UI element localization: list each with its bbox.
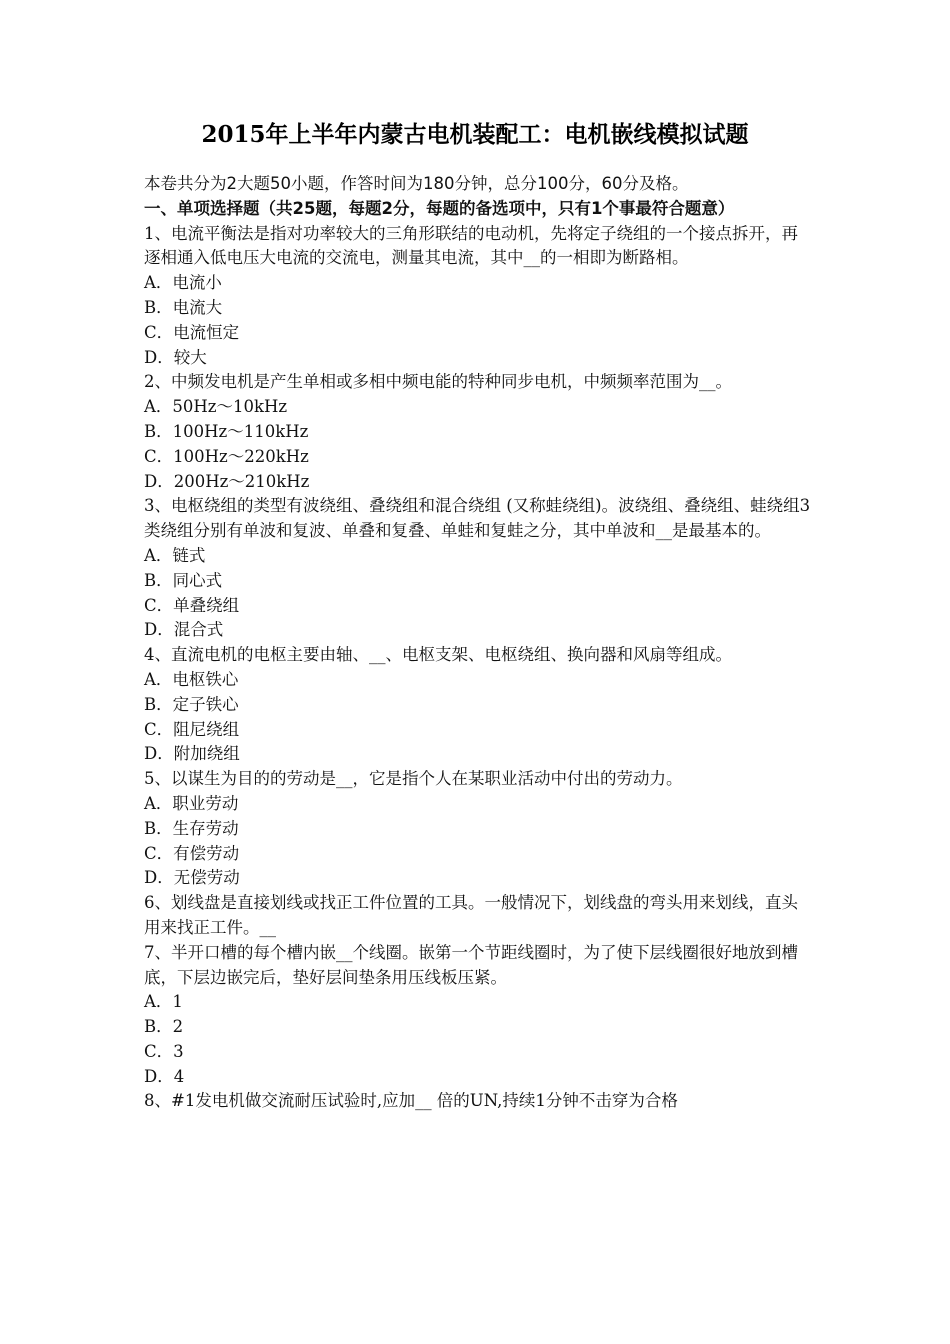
option-b: B．电流大 [144,297,223,317]
question-stem: 1、电流平衡法是指对功率较大的三角形联结的电动机，先将定子绕组的一个接点拆开，再逐相通入低电压大电流的交流电，测量其电流，其中__的一相即为断路相。 [144,223,798,268]
option-b: B．2 [144,1017,184,1037]
option-d: D．4 [144,1066,185,1086]
section-heading: 一、单项选择题（共25题，每题2分，每题的备选项中，只有1个事最符合题意） [144,198,735,218]
question-5 [144,767,814,891]
option-c: C．单叠绕组 [144,595,240,615]
option-a: A．电流小 [144,273,222,293]
option-c: C．100Hz～220kHz [144,446,309,466]
exam-intro: 本卷共分为2大题50小题，作答时间为180分钟，总分100分，60分及格。 [144,174,689,193]
option-a: A．链式 [144,545,206,565]
option-c: C．有偿劳动 [144,843,240,863]
question-stem: 5、以谋生为目的的劳动是__，它是指个人在某职业活动中付出的劳动力。 [144,769,683,789]
option-d: D．无偿劳动 [144,868,240,888]
question-8 [144,1089,814,1114]
option-b: B．同心式 [144,570,223,590]
option-d: D．附加绕组 [144,744,240,764]
option-a: A．职业劳动 [144,793,239,813]
question-6 [144,891,814,941]
question-stem: 8、#1发电机做交流耐压试验时,应加__ 倍的UN,持续1分钟不击穿为合格 [144,1091,678,1111]
document-body [144,172,814,1114]
question-stem: 6、划线盘是直接划线或找正工件位置的工具。一般情况下，划线盘的弯头用来划线，直头用来找正工件。__ [144,893,798,937]
question-stem: 2、中频发电机是产生单相或多相中频电能的特种同步电机，中频频率范围为__。 [144,372,732,392]
question-stem: 3、电枢绕组的类型有波绕组、叠绕组和混合绕组 (又称蛙绕组)。波绕组、叠绕组、蛙绕组3类绕组分别有单波和复波、单叠和复叠、单蛙和复蛙之分，其中单波和__是最基本的。 [144,496,811,541]
question-2 [144,370,814,494]
option-c: C．电流恒定 [144,322,240,342]
question-stem: 4、直流电机的电枢主要由轴、__、电枢支架、电枢绕组、换向器和风扇等组成。 [144,645,732,665]
question-7 [144,941,814,1090]
question-stem: 7、半开口槽的每个槽内嵌__个线圈。嵌第一个节距线圈时，为了使下层线圈很好地放到槽底，下层边嵌完后，垫好层间垫条用压线板压紧。 [144,942,798,987]
option-d: D．200Hz～210kHz [144,471,310,491]
option-d: D．混合式 [144,620,224,640]
option-b: B．定子铁心 [144,694,239,714]
option-a: A．电枢铁心 [144,669,239,689]
option-a: A．1 [144,992,183,1012]
option-b: B．100Hz～110kHz [144,421,309,441]
option-a: A．50Hz～10kHz [144,397,288,417]
question-4 [144,643,814,767]
option-d: D．较大 [144,347,207,367]
option-c: C．阻尼绕组 [144,719,240,739]
document-title: 2015年上半年内蒙古电机装配工：电机嵌线模拟试题 [201,121,749,148]
option-b: B．生存劳动 [144,818,239,838]
option-c: C．3 [144,1041,184,1061]
question-1 [144,222,814,371]
question-3 [144,494,814,643]
